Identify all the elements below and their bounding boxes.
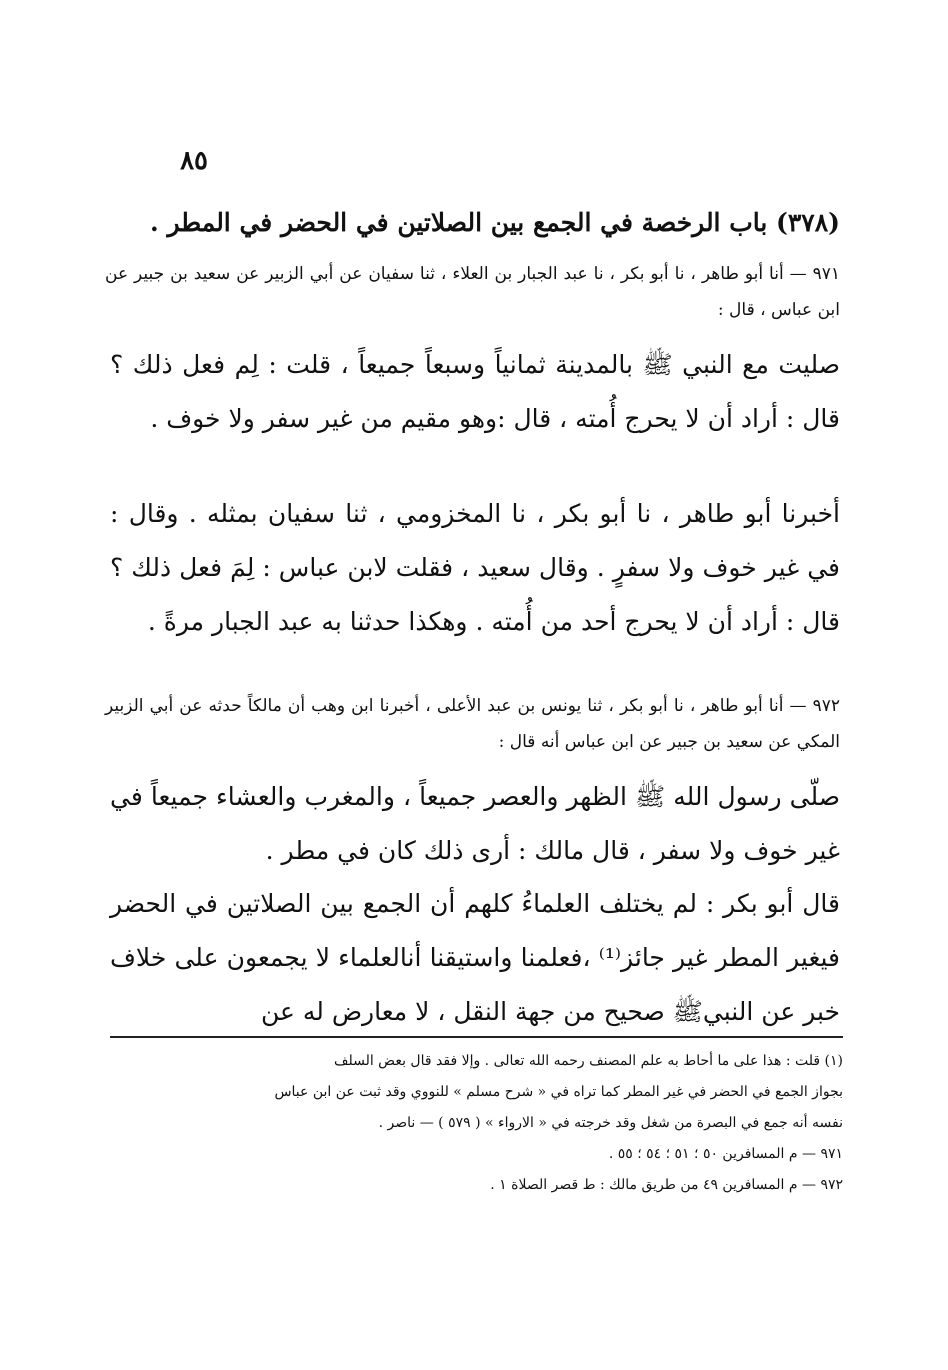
footnote-divider (110, 1036, 843, 1038)
author-comment: قال أبو بكر : لم يختلف العلماءُ كلهم أن الجمع بين الصلاتين في الحضر فيغير المطر غير جائز⁽¹⁾ ،فعلمنا واستيقنا أنالعلماء لا يجمعون على خلاف خبر عن النبيﷺ صحيح من جهة النقل ، لا معارض له عن (110, 889, 840, 1026)
takhrij-972: ٩٧٢ — م المسافرين ٤٩ من طريق مالك : ط قصر الصلاة ١ . (490, 1177, 843, 1193)
footnotes (105, 1046, 843, 1201)
page-number: ٨٥ (180, 146, 208, 176)
hadith-971-variant-text: أخبرنا أبو طاهر ، نا أبو بكر ، نا المخزومي ، ثنا سفيان بمثله . وقال : في غير خوف ولا سفرٍ . وقال سعيد ، فقلت لابن عباس : لِمَ فعل ذلك ؟ قال : أراد أن لا يحرج أحد من أُمته . وهكذا حدثنا به عبد الجبار مرةً . (110, 499, 840, 636)
footnote-line: نفسه أنه جمع في البصرة من شغل وقد خرجته في « الارواء » ( ٥٧٩ ) — ناصر . (378, 1115, 843, 1131)
hadith-971-isnad: ٩٧١ — أنا أبو طاهر ، نا أبو بكر ، نا عبد الجبار بن العلاء ، ثنا سفيان عن أبي الزبير عن سعيد بن جبير عن ابن عباس ، قال : (105, 264, 840, 320)
takhrij-971: ٩٧١ — م المسافرين ٥٠ ؛ ٥١ ؛ ٥٤ ؛ ٥٥ . (608, 1146, 843, 1162)
footnote-line: (١) قلت : هذا على ما أحاط به علم المصنف رحمه الله تعالى . وإلا فقد قال بعض السلف (333, 1053, 843, 1069)
footnote-line: بجواز الجمع في الحضر في غير المطر كما تراه في « شرح مسلم » للنووي وقد ثبت عن ابن عباس (274, 1084, 843, 1100)
hadith-972-text: صلّى رسول الله ﷺ الظهر والعصر جميعاً ، والمغرب والعشاء جميعاً في غير خوف ولا سفر ، قال مالك : أرى ذلك كان في مطر . (110, 782, 840, 865)
hadith-971-text: صليت مع النبي ﷺ بالمدينة ثمانياً وسبعاً جميعاً ، قلت : لِم فعل ذلك ؟ قال : أراد أن لا يحرج أُمته ، قال :وهو مقيم من غير سفر ولا خوف . (110, 350, 840, 433)
chapter-title: (٣٧٨) باب الرخصة في الجمع بين الصلاتين في الحضر في المطر . (150, 208, 840, 237)
hadith-972-isnad: ٩٧٢ — أنا أبو طاهر ، نا أبو بكر ، ثنا يونس بن عبد الأعلى ، أخبرنا ابن وهب أن مالكاً حدثه عن أبي الزبير المكي عن سعيد بن جبير عن ابن عباس أنه قال : (105, 696, 840, 752)
